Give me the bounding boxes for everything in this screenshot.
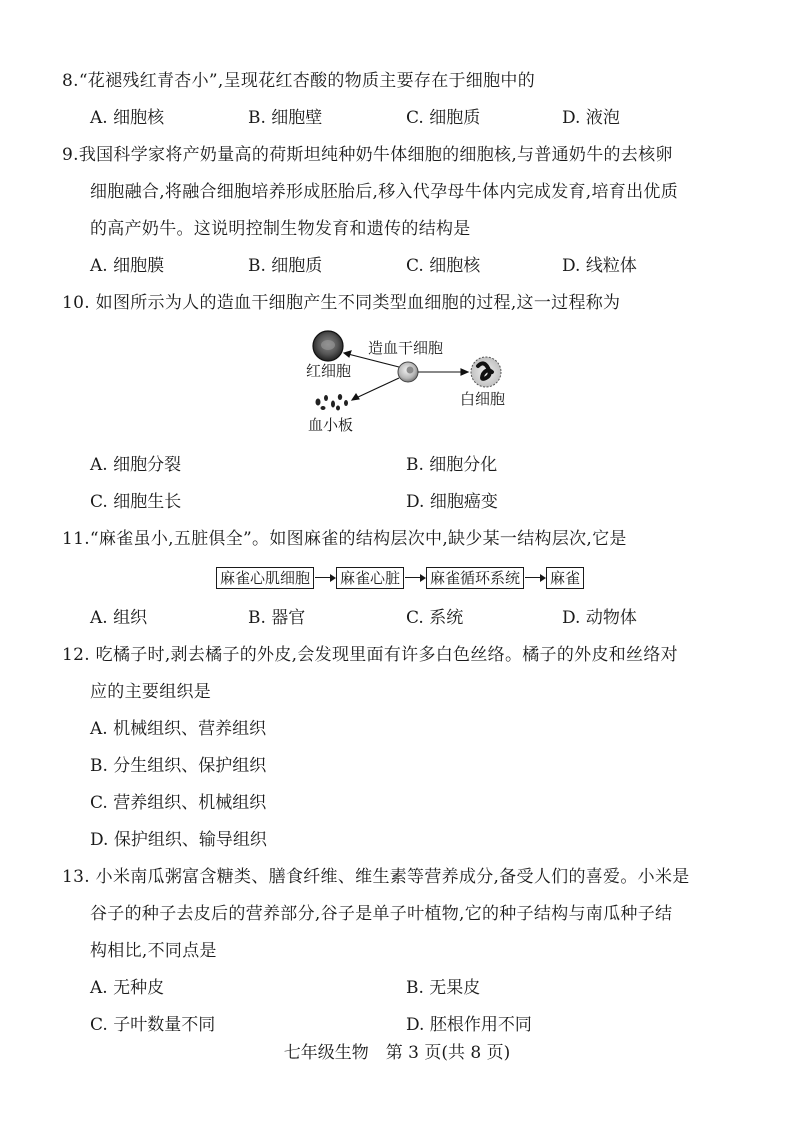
blood-cell-diagram: [300, 322, 520, 437]
q11-option-b: B. 器官: [248, 608, 306, 628]
q11-option-d: D. 动物体: [562, 608, 637, 628]
q12-option-c: C. 营养组织、机械组织: [90, 793, 267, 813]
q13-option-d: D. 胚根作用不同: [406, 1015, 532, 1035]
q9-stem-line-2: 细胞融合,将融合细胞培养形成胚胎后,移入代孕母牛体内完成发育,培育出优质: [90, 182, 679, 202]
q11-stem: 11.“麻雀虽小,五脏俱全”。如图麻雀的结构层次中,缺少某一结构层次,它是: [62, 529, 627, 549]
q8-option-c: C. 细胞质: [406, 108, 481, 128]
q9-option-d: D. 线粒体: [562, 256, 637, 276]
q12-option-a: A. 机械组织、营养组织: [90, 719, 267, 739]
stem-cell-label: 造血干细胞: [368, 339, 444, 357]
q13-stem-line-3: 构相比,不同点是: [90, 941, 217, 961]
q11-option-c: C. 系统: [406, 608, 464, 628]
q12-option-b: B. 分生组织、保护组织: [90, 756, 267, 776]
q9-option-a: A. 细胞膜: [90, 256, 165, 276]
q8-option-b: B. 细胞壁: [248, 108, 323, 128]
platelet-label: 血小板: [308, 416, 354, 434]
q9-option-b: B. 细胞质: [248, 256, 323, 276]
q12-stem-line-1: 12. 吃橘子时,剥去橘子的外皮,会发现里面有许多白色丝络。橘子的外皮和丝络对: [62, 645, 678, 665]
q10-option-c: C. 细胞生长: [90, 492, 182, 512]
q9-stem-line-3: 的高产奶牛。这说明控制生物发育和遗传的结构是: [90, 219, 471, 239]
q8-option-d: D. 液泡: [562, 108, 620, 128]
q10-option-d: D. 细胞癌变: [406, 492, 498, 512]
page-footer: 七年级生物 第 3 页(共 8 页): [283, 1043, 511, 1063]
q13-stem-line-1: 13. 小米南瓜粥富含糖类、膳食纤维、维生素等营养成分,备受人们的喜爱。小米是: [62, 867, 690, 887]
q13-option-a: A. 无种皮: [90, 978, 165, 998]
q10-option-b: B. 细胞分化: [406, 455, 498, 475]
q10-option-a: A. 细胞分裂: [90, 455, 182, 475]
q8-option-a: A. 细胞核: [90, 108, 165, 128]
platelet-icon: [316, 394, 349, 411]
q10-stem: 10. 如图所示为人的造血干细胞产生不同类型血细胞的过程,这一过程称为: [62, 293, 621, 313]
q11-option-a: A. 组织: [90, 608, 148, 628]
q13-option-b: B. 无果皮: [406, 978, 481, 998]
q12-stem-line-2: 应的主要组织是: [90, 682, 212, 702]
red-cell-label: 红细胞: [306, 362, 352, 380]
arrow-right-icon: [524, 573, 546, 583]
structure-level-flow: [216, 566, 584, 590]
q9-stem-line-1: 9.我国科学家将产奶量高的荷斯坦纯种奶牛体细胞的细胞核,与普通奶牛的去核卵: [62, 145, 673, 165]
q13-option-c: C. 子叶数量不同: [90, 1015, 216, 1035]
arrow-right-icon: [404, 573, 426, 583]
flow-box-organ: 麻雀心脏: [336, 567, 404, 589]
arrow-right-icon: [314, 573, 336, 583]
flow-box-system: 麻雀循环系统: [426, 567, 524, 589]
q12-option-d: D. 保护组织、输导组织: [90, 830, 267, 850]
q9-option-c: C. 细胞核: [406, 256, 481, 276]
white-cell-label: 白细胞: [460, 390, 506, 408]
q13-stem-line-2: 谷子的种子去皮后的营养部分,谷子是单子叶植物,它的种子结构与南瓜种子结: [90, 904, 673, 924]
q8-stem: 8.“花褪残红青杏小”,呈现花红杏酸的物质主要存在于细胞中的: [62, 71, 536, 91]
flow-box-cell: 麻雀心肌细胞: [216, 567, 314, 589]
flow-box-organism: 麻雀: [546, 567, 584, 589]
